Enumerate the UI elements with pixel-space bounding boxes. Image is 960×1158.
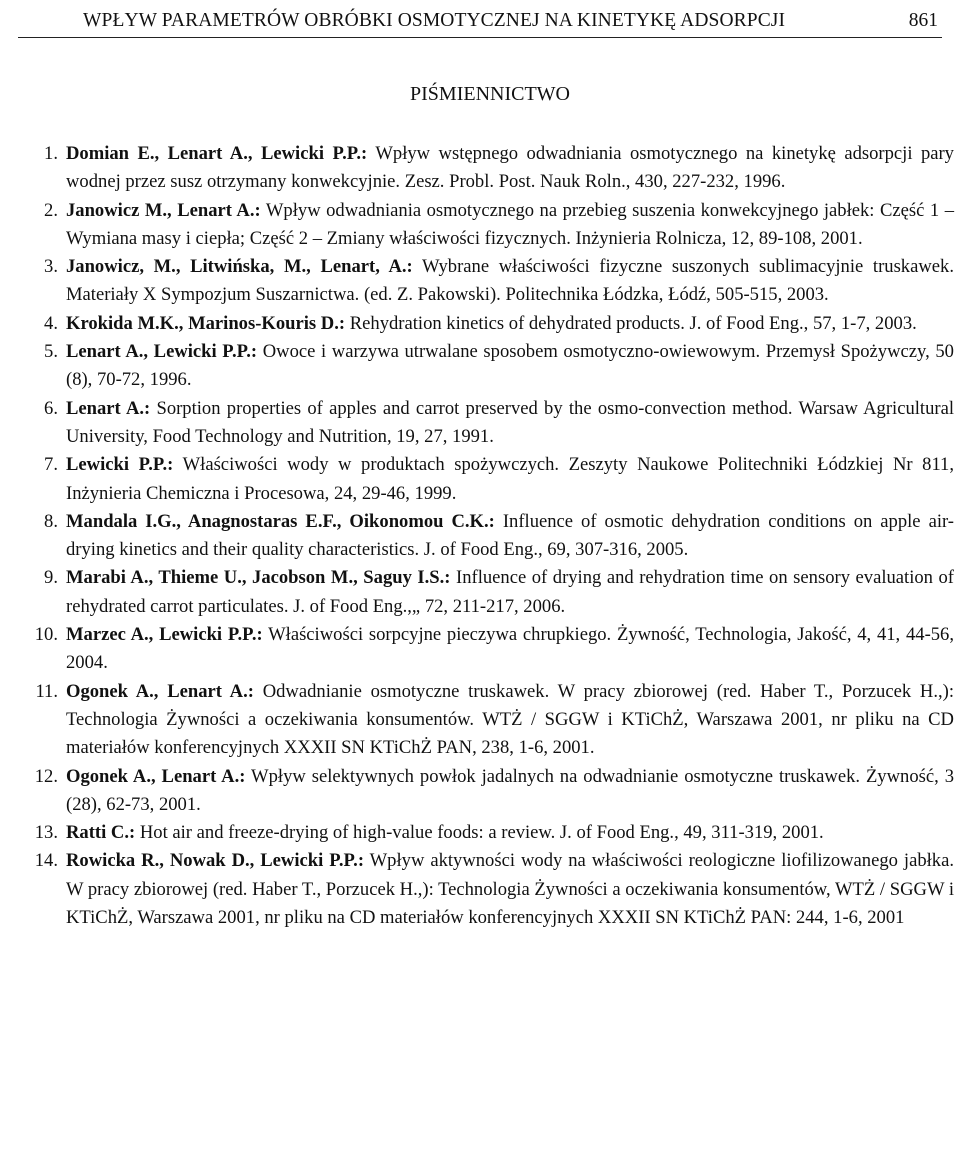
reference-number: 5.: [44, 341, 58, 363]
reference-number: 3.: [44, 256, 58, 278]
reference-authors: Lenart A.:: [66, 397, 151, 419]
reference-text: Odwadnianie osmotyczne truskawek. W pracy zbiorowej (red. Haber T., Porzucek H.,): Technologia Żywności a oczekiwania konsumentów. WTŻ / SGGW i KTiChŻ, Warszawa 2001, nr pliku na CD materiałów konferencyjnych XXXII SN KTiChŻ PAN, 238, 1-6, 2001.: [66, 680, 954, 759]
reference-text: Influence of osmotic dehydration conditions on apple air-drying kinetics and their quality characteristics. J. of Food Eng., 69, 307-316, 2005.: [66, 510, 954, 561]
reference-item: [18, 197, 954, 254]
reference-text: Rehydration kinetics of dehydrated products. J. of Food Eng., 57, 1-7, 2003.: [345, 312, 917, 334]
reference-authors: Ratti C.:: [66, 822, 136, 844]
reference-text: Sorption properties of apples and carrot preserved by the osmo-convection method. Warsaw Agricultural University, Food Technology and Nutrition, 19, 27, 1991.: [66, 397, 954, 447]
reference-authors: Lenart A., Lewicki P.P.:: [66, 341, 258, 363]
reference-item: [18, 338, 954, 395]
reference-authors: Ogonek A., Lenart A.:: [66, 680, 254, 702]
reference-text: Wpływ selektywnych powłok jadalnych na odwadnianie osmotyczne truskawek. Żywność, 3 (28), 62-73, 2001.: [66, 765, 954, 815]
reference-authors: Mandala I.G., Anagnostaras E.F., Oikonomou C.K.:: [66, 510, 495, 532]
reference-item: [18, 508, 954, 565]
reference-authors: Marzec A., Lewicki P.P.:: [66, 624, 263, 646]
reference-authors: Janowicz M., Lenart A.:: [66, 199, 261, 221]
reference-item: [18, 621, 954, 678]
reference-text: Wpływ wstępnego odwadniania osmotycznego na kinetykę adsorpcji pary wodnej przez susz otrzymany konwekcyjnie. Zesz. Probl. Post. Nauk Roln., 430, 227-232, 1996.: [66, 143, 954, 193]
reference-number: 13.: [34, 822, 58, 844]
reference-text: Wpływ aktywności wody na właściwości reologiczne liofilizowanego jabłka. W pracy zbiorowej (red. Haber T., Porzucek H.,): Technologia Żywności a oczekiwania konsumentów, WTŻ / SGGW i KTiChŻ, Warszawa 2001, nr pliku na CD materiałów konferencyjnych XXXII SN KTiChŻ PAN: 244, 1-6, 2001: [66, 850, 954, 929]
reference-text: Właściwości sorpcyjne pieczywa chrupkiego. Żywność, Technologia, Jakość, 4, 41, 44-56, 2004.: [66, 624, 954, 674]
reference-text: Hot air and freeze-drying of high-value foods: a review. J. of Food Eng., 49, 311-319, 2001.: [135, 822, 824, 844]
reference-item: [18, 395, 954, 452]
reference-item: [18, 564, 954, 621]
reference-number: 12.: [34, 765, 58, 787]
reference-text: Owoce i warzywa utrwalane sposobem osmotyczno-owiewowym. Przemysł Spożywczy, 50 (8), 70-72, 1996.: [66, 341, 954, 391]
reference-number: 11.: [35, 680, 58, 702]
reference-text: Influence of drying and rehydration time on sensory evaluation of rehydrated carrot particulates. J. of Food Eng.,„ 72, 211-217, 2006.: [66, 567, 954, 617]
reference-item: [18, 847, 954, 932]
reference-authors: Marabi A., Thieme U., Jacobson M., Saguy I.S.:: [66, 567, 451, 589]
reference-item: [18, 763, 954, 820]
running-header: [18, 4, 942, 38]
reference-number: 2.: [44, 199, 58, 221]
reference-number: 10.: [34, 624, 58, 646]
reference-item: [18, 819, 954, 847]
reference-text: Wybrane właściwości fizyczne suszonych sublimacyjnie truskawek. Materiały X Sympozjum Suszarnictwa. (ed. Z. Pakowski). Politechnika Łódzka, Łódź, 505-515, 2003.: [66, 256, 954, 306]
reference-item: [18, 253, 954, 310]
reference-authors: Lewicki P.P.:: [66, 454, 174, 476]
reference-authors: Ogonek A., Lenart A.:: [66, 765, 246, 787]
page-number: 861: [908, 10, 938, 31]
reference-number: 6.: [44, 397, 58, 419]
reference-item: [18, 678, 954, 763]
reference-number: 14.: [34, 850, 58, 872]
reference-authors: Rowicka R., Nowak D., Lewicki P.P.:: [66, 850, 365, 872]
reference-item: [18, 451, 954, 508]
running-title: WPŁYW PARAMETRÓW OBRÓBKI OSMOTYCZNEJ NA KINETYKĘ ADSORPCJI: [83, 10, 786, 31]
section-title: PIŚMIENNICTWO: [410, 83, 570, 105]
reference-item: [18, 140, 954, 197]
reference-authors: Janowicz, M., Litwińska, M., Lenart, A.:: [66, 256, 413, 278]
reference-list: [18, 140, 954, 932]
reference-number: 9.: [44, 567, 58, 589]
reference-number: 7.: [44, 454, 58, 476]
reference-authors: Krokida M.K., Marinos-Kouris D.:: [66, 312, 346, 334]
reference-item: [18, 310, 954, 338]
reference-text: Właściwości wody w produktach spożywczych. Zeszyty Naukowe Politechniki Łódzkiej Nr 811, Inżynieria Chemiczna i Procesowa, 24, 29-46, 1999.: [66, 454, 954, 504]
reference-text: Wpływ odwadniania osmotycznego na przebieg suszenia konwekcyjnego jabłek: Część 1 – Wymiana masy i ciepła; Część 2 – Zmiany właściwości fizycznych. Inżynieria Rolnicza, 12, 89-108, 2001.: [66, 199, 954, 249]
reference-number: 8.: [44, 510, 58, 532]
reference-number: 4.: [44, 312, 58, 334]
reference-authors: Domian E., Lenart A., Lewicki P.P.:: [66, 143, 368, 164]
reference-number: 1.: [44, 143, 58, 164]
